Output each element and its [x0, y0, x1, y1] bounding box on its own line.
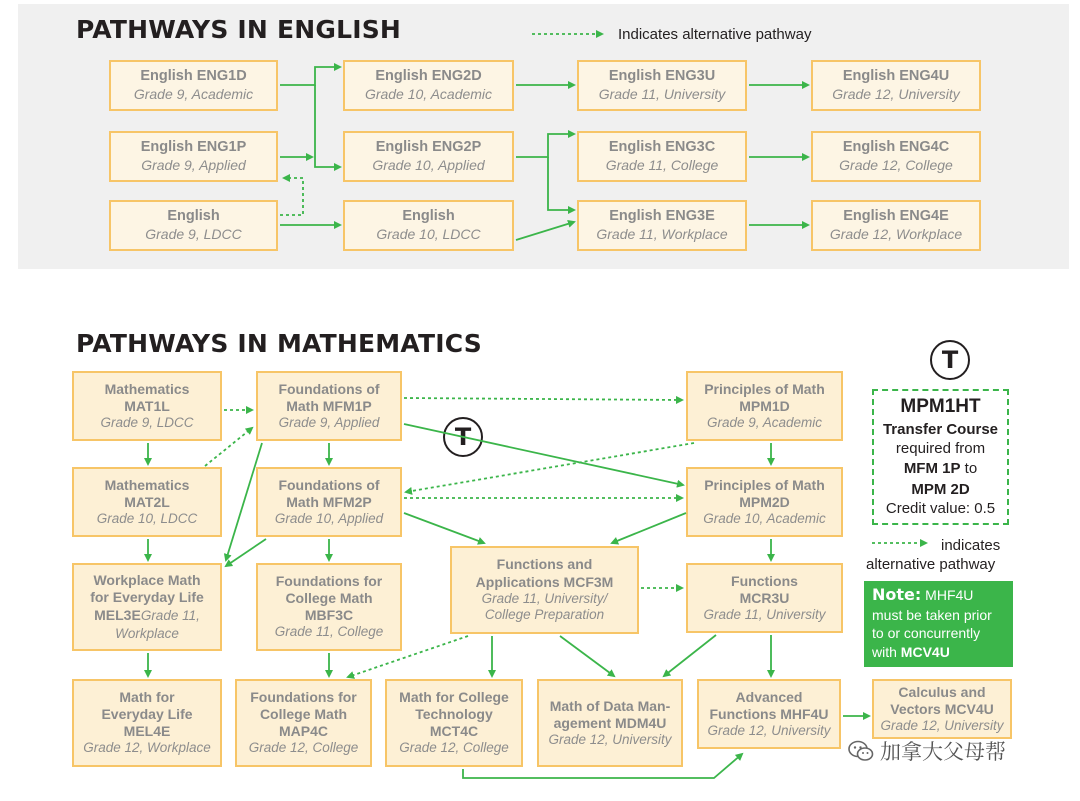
course-grade: Grade 12, Workplace [829, 225, 963, 242]
arrow-mpm1d-mfm2p-alt [406, 443, 694, 492]
course-name: English ENG2P [375, 139, 482, 156]
arrow-ldcc10-eng3e [516, 222, 574, 240]
course-code: Applications MCF3M [475, 573, 614, 590]
course-code: Functions MHF4U [709, 705, 829, 722]
transfer-t-legend-symbol: T [930, 340, 970, 380]
course-grade: Grade 10, LDCC [96, 510, 198, 526]
course-grade: Grade 9, Applied [278, 414, 380, 430]
course-grade: Grade 10, Academic [364, 85, 493, 102]
course-code: Vectors MCV4U [890, 700, 994, 717]
course-name: English [167, 208, 220, 225]
course-name: English ENG3C [608, 139, 716, 156]
watermark-text: 加拿大父母帮 [880, 741, 1006, 764]
course-code: MCT4C [429, 723, 479, 740]
course-line: for Everyday Life [90, 589, 204, 605]
course-line: Math of Data Man- [549, 697, 671, 714]
course-line: Workplace Math [93, 571, 201, 588]
course-line: Principles of Math [704, 476, 825, 493]
course-grade: Grade 11, University/ [481, 590, 608, 606]
course-line: Foundations for [275, 573, 383, 590]
course-code: MAP4C [278, 723, 328, 740]
course-code: MCR3U [739, 589, 790, 606]
arrow-mfm1p-mpm2d [404, 424, 683, 485]
course-grade: Grade 10, LDCC [376, 225, 481, 242]
course-name: English ENG4U [842, 68, 950, 85]
course-line: College Math [259, 706, 348, 723]
arrow-mcf3m-mdm4u [560, 636, 614, 676]
arrow-ldcc9-eng1p-alt [280, 178, 303, 215]
course-name: English [402, 208, 455, 225]
course-line: Math for College [399, 689, 509, 706]
course-code: Math MFM1P [286, 397, 372, 414]
math-legend-line2: alternative pathway [866, 556, 996, 573]
note-label: Note: [872, 585, 922, 604]
math-legend-line1: indicates [941, 537, 1001, 554]
course-grade: Grade 9, LDCC [100, 414, 194, 430]
course-code: MAT2L [124, 493, 170, 510]
course-line: Calculus and [898, 683, 986, 700]
course-grade: Grade 9, Academic [706, 414, 823, 430]
arrow-mfm1p-mpm1d-alt [404, 398, 682, 400]
course-line: Functions [731, 572, 798, 589]
arrow-eng2p-eng3c [516, 134, 574, 157]
course-code: agement MDM4U [553, 714, 667, 731]
course-grade: Grade 11, University [598, 85, 726, 102]
course-grade: Grade 11, Workplace [596, 225, 728, 242]
course-name: English ENG4E [843, 208, 949, 225]
course-line: Mathematics [104, 380, 190, 397]
course-grade: Grade 12, Workplace [83, 740, 211, 756]
course-line: Principles of Math [704, 380, 825, 397]
math-heading: PATHWAYS IN MATHEMATICS [76, 329, 482, 358]
course-grade: Grade 11, University [703, 606, 826, 622]
transfer-code: MPM1HT [900, 396, 981, 418]
arrow-mpm2d-mcf3m [612, 513, 686, 543]
course-code: Math MFM2P [286, 493, 372, 510]
course-grade: Grade 11, College [274, 624, 384, 640]
transfer-credit: Credit value: 0.5 [885, 500, 996, 518]
note-course2: MCV4U [900, 644, 950, 661]
course-grade: Grade 12, College [839, 156, 953, 173]
arrow-mct4c-mhf4u [463, 754, 742, 778]
course-name: English ENG1P [140, 139, 247, 156]
course-code: MPM1D [739, 397, 790, 414]
arrow-mat2l-mfm1p-alt [205, 428, 252, 466]
arrow-eng1d-eng2d [280, 67, 340, 85]
note-line3: to or concurrently [872, 625, 981, 642]
note-course: MHF4U [925, 587, 974, 603]
course-grade: Grade 12, University [880, 717, 1004, 733]
course-grade-part: Grade 11, [140, 608, 200, 624]
course-name: English ENG2D [375, 68, 482, 85]
course-grade: Grade 9, LDCC [145, 225, 242, 242]
note-line2: must be taken prior [872, 606, 992, 623]
arrow-eng2p-eng3e [548, 157, 574, 210]
arrow-mfm2p-mcf3m [404, 513, 484, 543]
transfer-line1: required from [895, 440, 986, 458]
course-grade: Grade 11, College [605, 156, 719, 173]
course-grade: Grade 10, Applied [274, 510, 384, 526]
course-line: Functions and [496, 556, 593, 573]
arrow-mcr3u-mdm4u [664, 635, 716, 676]
course-name: English ENG3E [609, 208, 715, 225]
course-code: MAT1L [124, 397, 170, 414]
course-line: Everyday Life [101, 706, 193, 723]
note-with: with [872, 644, 897, 661]
course-line: Foundations of [278, 380, 380, 397]
course-grade: Grade 9, Applied [141, 156, 246, 173]
course-grade: Grade 12, University [707, 722, 831, 738]
course-grade: Grade 10, Academic [703, 510, 826, 526]
course-name: English ENG4C [842, 139, 950, 156]
arrow-eng1d-eng2p [315, 85, 340, 167]
transfer-to-word: to [960, 459, 978, 477]
course-code: MBF3C [304, 607, 354, 624]
course-code: MPM2D [739, 493, 790, 510]
english-heading: PATHWAYS IN ENGLISH [76, 15, 402, 44]
transfer-from: MFM 1P [903, 459, 961, 477]
course-code: MEL3E [94, 607, 141, 624]
course-name: English ENG1D [140, 68, 247, 85]
course-line: Math for [119, 689, 175, 706]
transfer-to: MPM 2D [911, 480, 970, 498]
course-grade: Workplace [115, 625, 179, 641]
course-line: College Math [285, 590, 373, 607]
course-line: Foundations for [250, 689, 357, 706]
course-grade: Grade 10, Applied [372, 156, 485, 173]
course-line: Mathematics [104, 476, 190, 493]
course-grade: Grade 12, University [832, 85, 960, 102]
course-grade: Grade 9, Academic [133, 85, 254, 102]
english-legend-text: Indicates alternative pathway [618, 26, 812, 43]
arrow-mfm1p-mel3e [226, 443, 262, 560]
course-line: Advanced [735, 688, 803, 705]
course-line: Foundations of [278, 476, 380, 493]
course-grade: Grade 12, University [548, 731, 672, 747]
arrow-mcf3m-map4c-alt [348, 636, 468, 677]
transfer-t-symbol: T [443, 417, 483, 457]
course-name: English ENG3U [608, 68, 716, 85]
course-grade-line2: College Preparation [484, 607, 605, 623]
course-line: Technology [415, 706, 493, 723]
course-code: MEL4E [123, 723, 171, 740]
course-grade: Grade 12, College [248, 740, 359, 756]
course-grade: Grade 12, College [399, 740, 509, 756]
transfer-title: Transfer Course [882, 420, 999, 438]
